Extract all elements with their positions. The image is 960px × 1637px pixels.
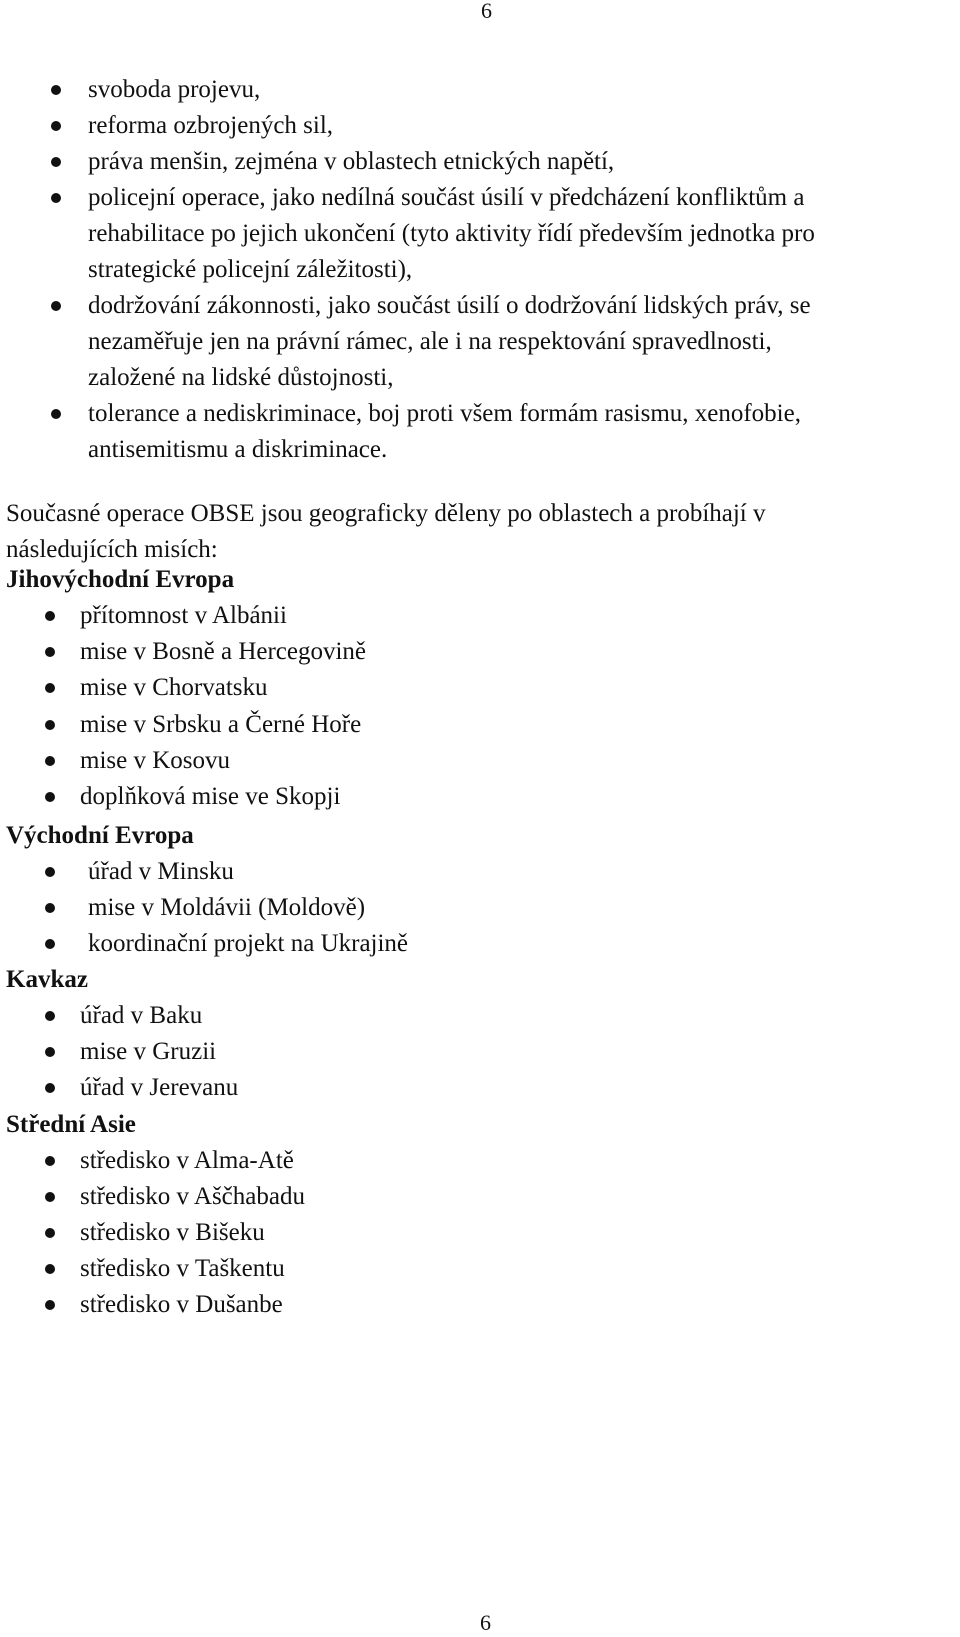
bullet-icon — [45, 1047, 55, 1057]
list-item: svoboda projevu, — [88, 72, 948, 108]
bullet-icon — [51, 85, 61, 95]
section-heading: Jihovýchodní Evropa — [6, 566, 235, 593]
list-item: středisko v Alma-Atě — [80, 1143, 906, 1179]
page-number-top: 6 — [481, 0, 492, 23]
list-item: dodržování zákonnosti, jako součást úsilí o dodržování lidských práv, se nezaměřuje jen na právní rámec, ale i na respektování spravedlnosti, založené na lidské důstojnosti, — [88, 288, 948, 396]
list-item: středisko v Taškentu — [80, 1251, 906, 1287]
list-item: mise v Moldávii (Moldově) — [88, 890, 906, 926]
mission-list — [6, 598, 906, 815]
bullet-icon — [45, 1300, 55, 1310]
mission-list — [6, 854, 906, 962]
list-item: práva menšin, zejména v oblastech etnických napětí, — [88, 144, 948, 180]
list-item: mise v Gruzii — [80, 1034, 906, 1070]
bullet-icon — [51, 121, 61, 131]
list-item: policejní operace, jako nedílná součást úsilí v předcházení konfliktům a rehabilitace po jejich ukončení (tyto aktivity řídí především jednotka pro strategické policejní záležitosti), — [88, 180, 948, 288]
list-item: mise v Chorvatsku — [80, 670, 906, 706]
list-item: reforma ozbrojených sil, — [88, 108, 948, 144]
bullet-icon — [45, 1156, 55, 1166]
section-heading: Střední Asie — [6, 1111, 136, 1138]
list-item: koordinační projekt na Ukrajině — [88, 926, 906, 962]
bullet-icon — [45, 1011, 55, 1021]
section-southeast-europe — [6, 562, 906, 815]
list-item: úřad v Baku — [80, 998, 906, 1034]
bullet-icon — [45, 1192, 55, 1202]
bullet-icon — [45, 1228, 55, 1238]
bullet-icon — [45, 647, 55, 657]
bullet-icon — [45, 756, 55, 766]
list-item: středisko v Aščhabadu — [80, 1179, 906, 1215]
list-item: úřad v Jerevanu — [80, 1070, 906, 1106]
list-item: mise v Srbsku a Černé Hoře — [80, 707, 906, 743]
bullet-icon — [45, 867, 55, 877]
list-item: středisko v Dušanbe — [80, 1287, 906, 1323]
intro-paragraph: Současné operace OBSE jsou geograficky děleny po oblastech a probíhají v následujících misích: — [6, 500, 766, 563]
list-item: mise v Kosovu — [80, 743, 906, 779]
bullet-icon — [51, 157, 61, 167]
mission-list — [6, 998, 906, 1106]
bullet-icon — [45, 903, 55, 913]
bullet-icon — [51, 193, 61, 203]
bullet-icon — [45, 720, 55, 730]
section-heading: Kavkaz — [6, 966, 88, 993]
list-item: přítomnost v Albánii — [80, 598, 906, 634]
list-item: tolerance a nediskriminace, boj proti všem formám rasismu, xenofobie, antisemitismu a diskriminace. — [88, 396, 948, 468]
mission-list — [6, 1143, 906, 1323]
section-eastern-europe — [6, 818, 906, 962]
bullet-icon — [45, 792, 55, 802]
list-item: úřad v Minsku — [88, 854, 906, 890]
list-item: středisko v Bišeku — [80, 1215, 906, 1251]
bullet-icon — [45, 611, 55, 621]
section-heading: Východní Evropa — [6, 822, 194, 849]
page-number-bottom: 6 — [480, 1610, 491, 1635]
bullet-icon — [45, 1083, 55, 1093]
bullet-icon — [45, 683, 55, 693]
top-bullet-list — [88, 72, 948, 468]
bullet-icon — [51, 409, 61, 419]
bullet-icon — [45, 1264, 55, 1274]
section-caucasus — [6, 962, 906, 1106]
list-item: mise v Bosně a Hercegovině — [80, 634, 906, 670]
bullet-icon — [45, 939, 55, 949]
list-item: doplňková mise ve Skopji — [80, 779, 906, 815]
bullet-icon — [51, 301, 61, 311]
section-central-asia — [6, 1107, 906, 1323]
